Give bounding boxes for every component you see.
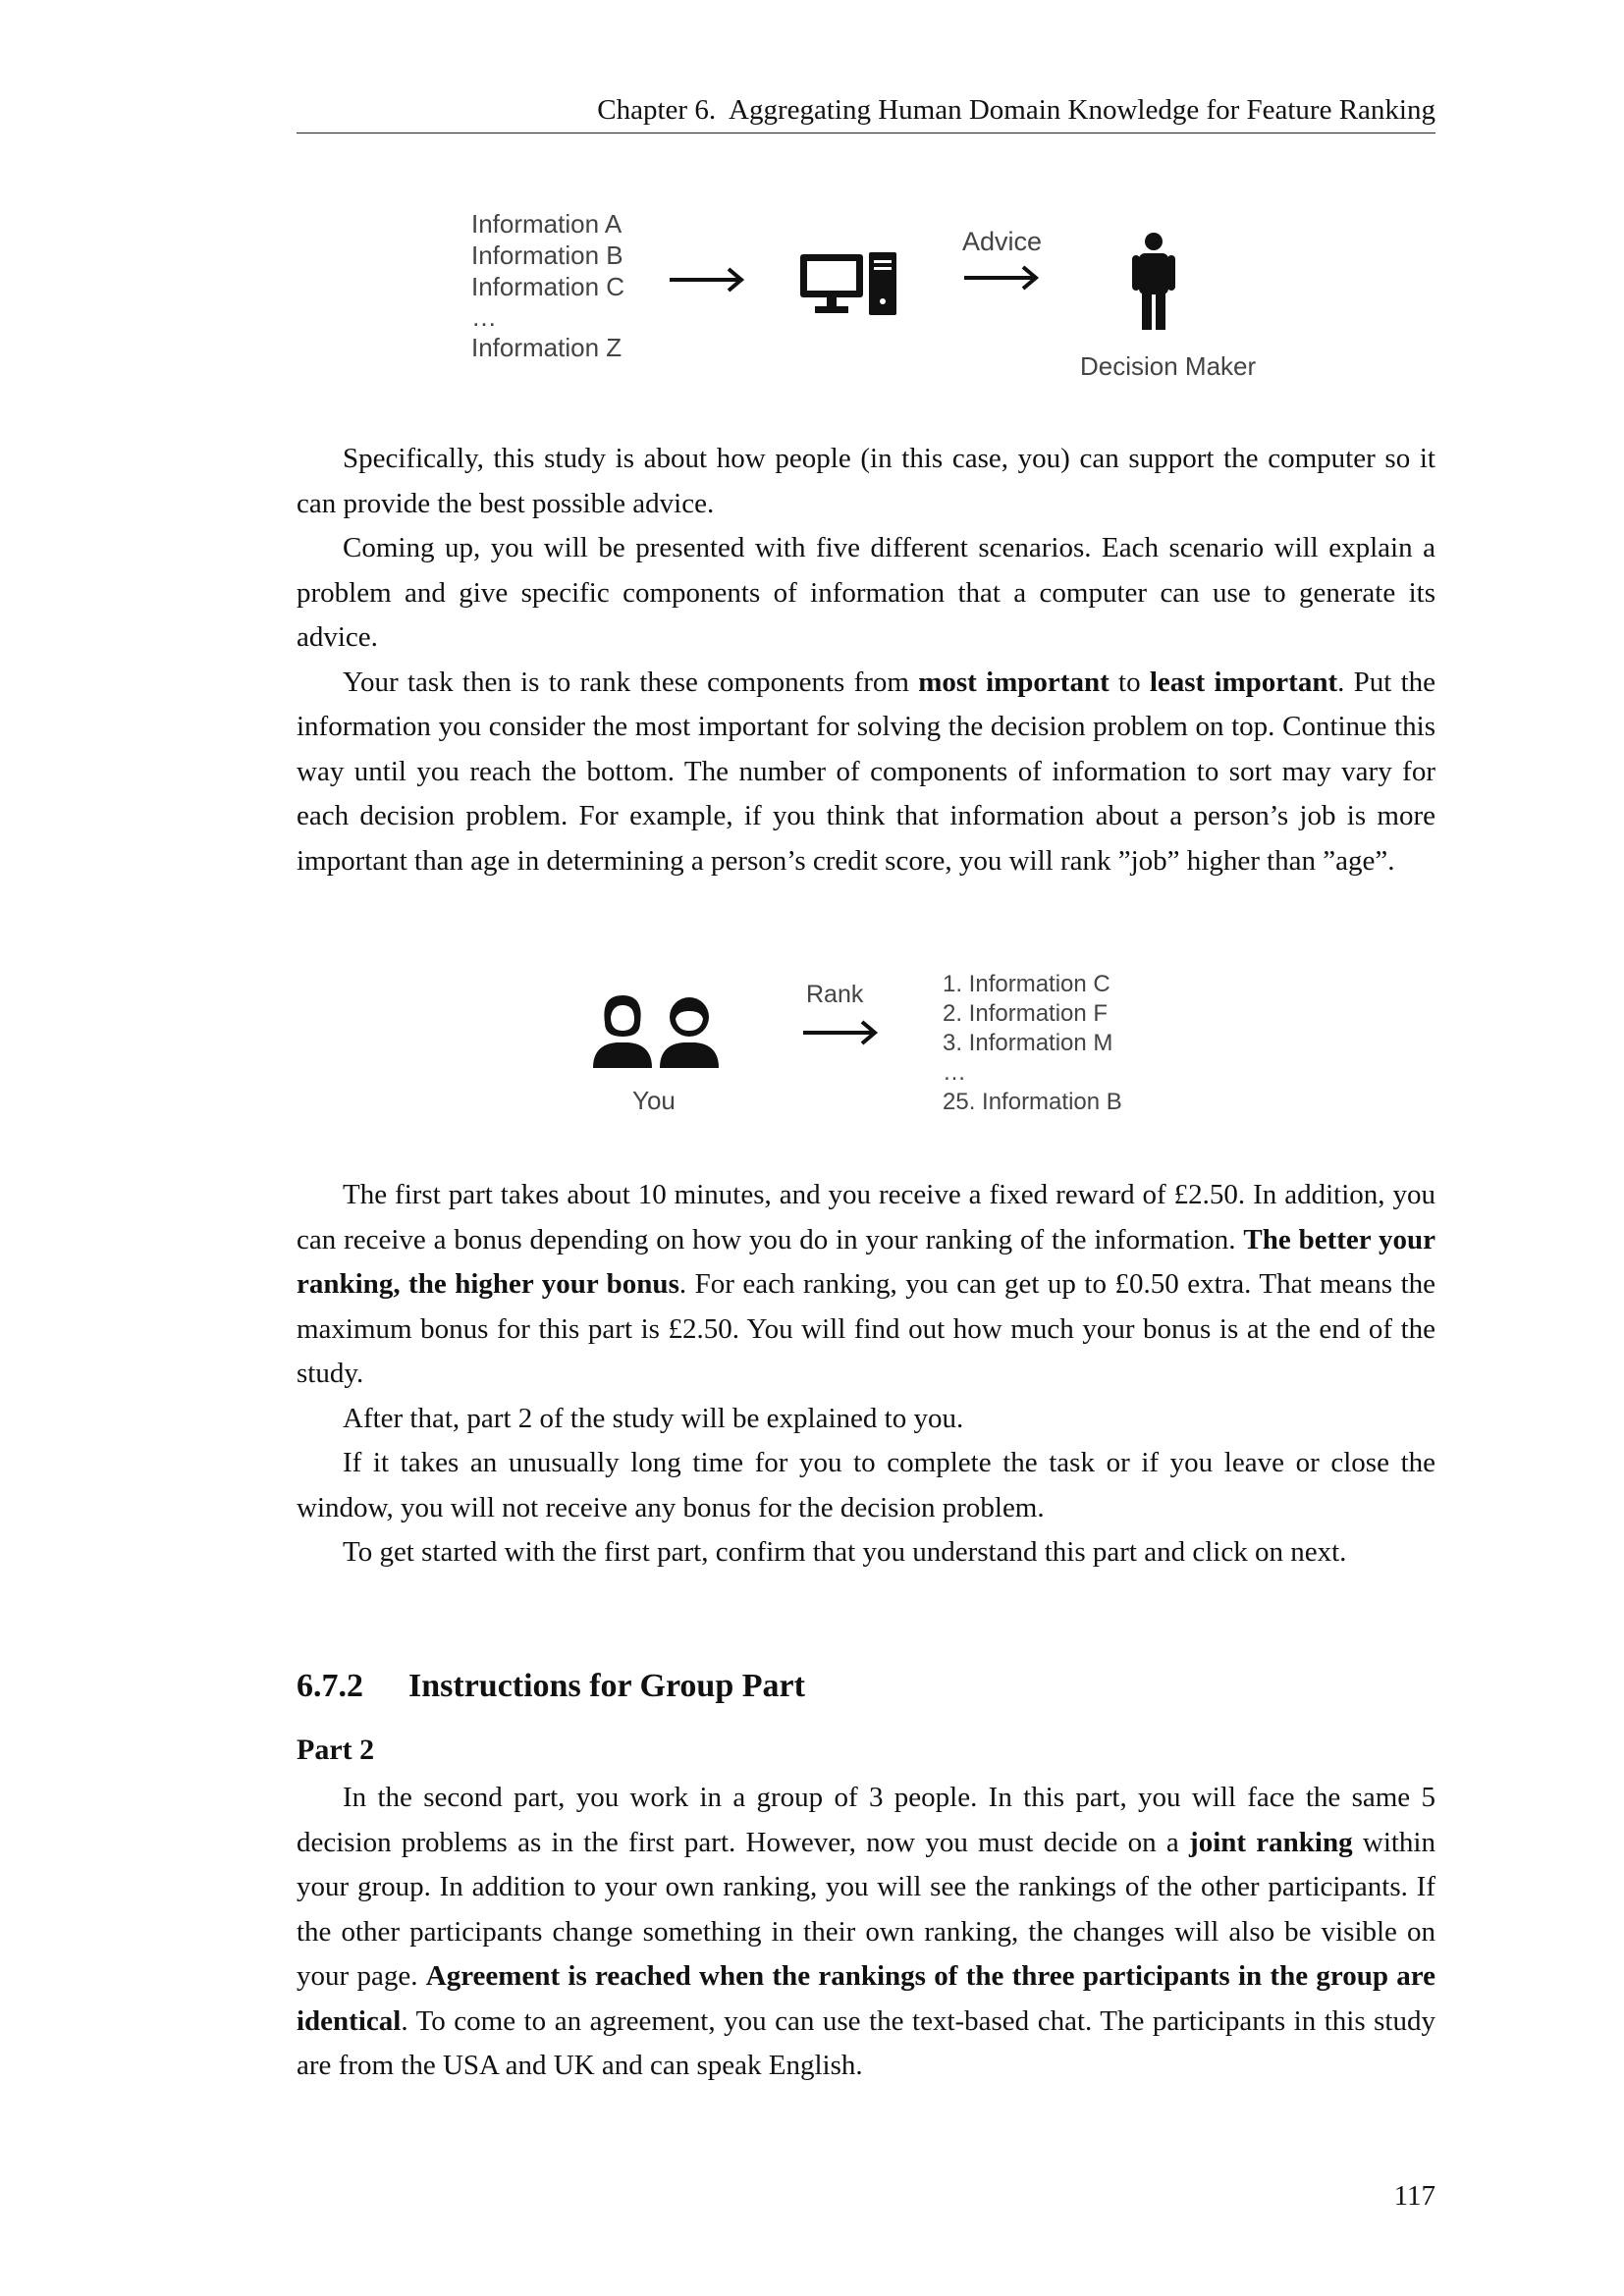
running-header xyxy=(297,90,1435,130)
page-number: 117 xyxy=(1393,2180,1435,2212)
rank-label: Rank xyxy=(806,981,864,1008)
figure1-input: Information B xyxy=(471,240,623,270)
text-run: within your group. In addition to your own ranking, you will see the rankings of the other participants. If the other participants change something in their own ranking, the changes will also be visible on your page. xyxy=(297,1826,1435,1992)
section-title: Instructions for Group Part xyxy=(408,1668,805,1704)
paragraph xyxy=(297,1173,1435,1397)
right-arrow-icon xyxy=(668,265,746,294)
text-run: . For each ranking, you can get up to £0.50 extra. That means the maximum bonus for this part is £2.50. You will find out how much your bonus is at the end of the study. xyxy=(297,1268,1435,1389)
header-title: Aggregating Human Domain Knowledge for Feature Ranking xyxy=(729,94,1435,126)
subsection-heading: Part 2 xyxy=(297,1734,375,1766)
section-number: 6.7.2 xyxy=(297,1668,363,1704)
right-arrow-icon xyxy=(801,1018,880,1047)
ranking-item: 1. Information C xyxy=(943,971,1110,997)
paragraph: After that, part 2 of the study will be explained to you. xyxy=(343,1402,964,1434)
computer-icon xyxy=(797,250,901,319)
section-heading xyxy=(297,1665,805,1708)
group-part-paragraph xyxy=(297,1776,1435,2089)
text-run: . To come to an agreement, you can use the text-based chat. The participants in this study are from the USA and UK and can speak English. xyxy=(297,2004,1435,2081)
text-run: In the second part, you work in a group of 3 people. In this part, you will face the same 5 decision problems as in the first part. However, now you must decide on a xyxy=(297,1782,1435,1858)
figure1-input: Information A xyxy=(471,209,623,239)
paragraph: Specifically, this study is about how people (in this case, you) can support the computer so it can provide the best possible advice. xyxy=(297,443,1435,519)
bold-text: least important xyxy=(1149,666,1338,698)
ranking-list xyxy=(943,970,1122,1117)
two-people-icon xyxy=(587,989,729,1070)
figure1-input: Information C xyxy=(471,272,625,301)
text-run: . Put the information you consider the most important for solving the decision problem on top. Continue this way until you reach the bottom. The number of components of information to sort may vary for each decision problem. For example, if you think that information about a person’s job is more important than age in determining a person’s credit score, you will rank ”job” higher than ”age”. xyxy=(297,666,1436,877)
bold-text: most important xyxy=(918,666,1110,698)
bold-text: The better your ranking, the higher your bonus xyxy=(297,1223,1435,1300)
text-run: The first part takes about 10 minutes, and you receive a fixed reward of £2.50. In addition, you can receive a bonus depending on how you do in your ranking of the information. xyxy=(297,1179,1435,1255)
ranking-item: 2. Information F xyxy=(943,1000,1109,1027)
person-icon xyxy=(1127,232,1180,332)
ranking-item: … xyxy=(943,1059,966,1086)
header-chapter: Chapter 6. xyxy=(597,94,717,126)
intro-paragraphs xyxy=(297,437,1435,883)
ranking-item: 25. Information B xyxy=(943,1089,1122,1115)
decision-maker-label: Decision Maker xyxy=(1080,351,1257,381)
you-label: You xyxy=(632,1086,676,1115)
right-arrow-icon xyxy=(962,263,1041,293)
paragraph xyxy=(297,1776,1435,2089)
figure1-input: Information Z xyxy=(471,333,623,362)
paragraph: If it takes an unusually long time for you to complete the task or if you leave or close the window, you will not receive any bonus for the decision problem. xyxy=(297,1447,1435,1523)
paragraph xyxy=(297,661,1435,884)
reward-paragraphs xyxy=(297,1173,1435,1575)
paragraph: To get started with the first part, confirm that you understand this part and click on next. xyxy=(343,1536,1347,1568)
paragraph: Coming up, you will be presented with five different scenarios. Each scenario will explain a problem and give specific components of information that a computer can use to generate its advice. xyxy=(297,532,1435,653)
text-run: Your task then is to rank these components from xyxy=(343,666,919,698)
text-run: to xyxy=(1109,666,1150,698)
figure1-input-list xyxy=(471,208,624,363)
ranking-item: 3. Information M xyxy=(943,1030,1113,1056)
bold-text: Agreement is reached when the rankings of the three participants in the group are identical xyxy=(297,1960,1435,2037)
bold-text: joint ranking xyxy=(1189,1826,1353,1858)
advice-label: Advice xyxy=(962,227,1043,256)
figure1-input: … xyxy=(471,302,497,332)
